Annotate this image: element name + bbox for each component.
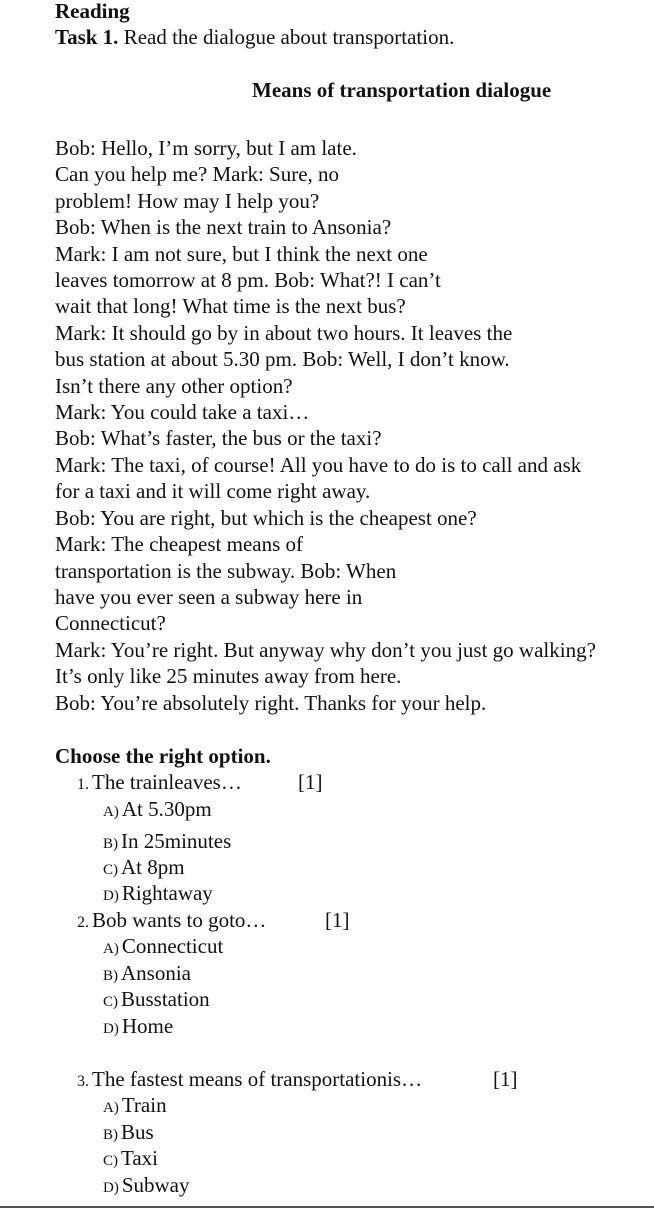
dialogue-line: Mark: You’re right. But anyway why don’t you just go walking? [55,637,596,662]
dialogue-line: leaves tomorrow at 8 pm. Bob: What?! I can’t [55,268,441,293]
option-3a [103,1092,167,1121]
dialogue-line: Bob: When is the next train to Ansonia? [55,215,392,240]
option-text: At 5.30pm [121,797,212,821]
option-letter: C) [103,1153,118,1169]
dialogue-line: for a taxi and it will come right away. [55,479,371,504]
option-text: Busstation [121,987,210,1011]
question-mark: [1] [325,908,350,932]
option-letter: D) [103,888,119,904]
option-text: Ansonia [121,961,191,985]
dialogue-line: Isn’t there any other option? [55,373,293,398]
question-text: The fastest means of transportationis… [92,1067,423,1091]
option-text: At 8pm [121,855,185,879]
dialogue-line: transportation is the subway. Bob: When [55,558,397,583]
option-text: Connecticut [121,934,224,958]
task-line [55,24,454,50]
option-text: Taxi [121,1146,159,1170]
option-text: Rightaway [121,881,213,905]
dialogue-line: Mark: The taxi, of course! All you have to do is to call and ask [55,452,582,477]
option-2d [103,1013,173,1042]
bottom-divider [0,1206,654,1208]
dialogue-line: Can you help me? Mark: Sure, no [55,162,340,187]
option-letter: C) [103,994,118,1010]
option-3b [103,1119,154,1148]
option-letter: A) [103,941,119,957]
choose-heading: Choose the right option. [55,744,271,768]
option-1d [103,880,213,909]
option-letter: B) [103,1127,118,1143]
dialogue-line: have you ever seen a subway here in [55,584,363,609]
option-letter: C) [103,862,118,878]
dialogue-line: Bob: You’re absolutely right. Thanks for your help. [55,690,487,715]
dialogue-line: Connecticut? [55,611,166,636]
option-2a [103,933,223,962]
question-3 [77,1066,527,1095]
dialogue-text [55,135,596,716]
question-number: 3. [77,1073,89,1090]
question-text: Bob wants to goto… [92,908,267,932]
option-text: Bus [121,1120,154,1144]
dialogue-line: bus station at about 5.30 pm. Bob: Well, I don’t know. [55,347,510,372]
section-heading: Reading [55,0,130,23]
question-1 [77,769,337,798]
dialogue-line: Mark: The cheapest means of [55,532,304,557]
dialogue-line: Bob: What’s faster, the bus or the taxi? [55,426,382,451]
option-3c [103,1145,158,1174]
dialogue-line: Mark: It should go by in about two hours. It leaves the [55,320,513,345]
option-text: Home [121,1014,174,1038]
option-1c [103,854,185,883]
task-instruction: Read the dialogue about transportation. [123,25,455,49]
question-mark: [1] [298,770,323,794]
question-text: The trainleaves… [92,770,242,794]
dialogue-line: It’s only like 25 minutes away from here. [55,664,402,689]
option-text: Subway [121,1173,190,1197]
question-mark: [1] [493,1067,518,1091]
task-label: Task 1. [55,25,119,49]
option-letter: D) [103,1180,119,1196]
option-letter: B) [103,968,118,984]
dialogue-line: Mark: You could take a taxi… [55,400,310,425]
option-letter: D) [103,1021,119,1037]
option-1b [103,828,231,857]
option-3d [103,1172,190,1201]
option-1a [103,796,212,825]
question-number: 1. [77,776,89,793]
option-letter: B) [103,836,118,852]
dialogue-line: Mark: I am not sure, but I think the next one [55,241,428,266]
option-letter: A) [103,804,119,820]
option-2c [103,986,210,1015]
question-number: 2. [77,914,89,931]
option-text: In 25minutes [121,829,232,853]
dialogue-line: wait that long! What time is the next bus? [55,294,406,319]
option-2b [103,960,191,989]
option-text: Train [121,1093,167,1117]
dialogue-line: problem! How may I help you? [55,188,320,213]
dialogue-line: Bob: You are right, but which is the cheapest one? [55,505,477,530]
dialogue-title: Means of transportation dialogue [252,78,552,102]
dialogue-line: Bob: Hello, I’m sorry, but I am late. [55,136,357,160]
question-2 [77,907,367,936]
option-letter: A) [103,1100,119,1116]
